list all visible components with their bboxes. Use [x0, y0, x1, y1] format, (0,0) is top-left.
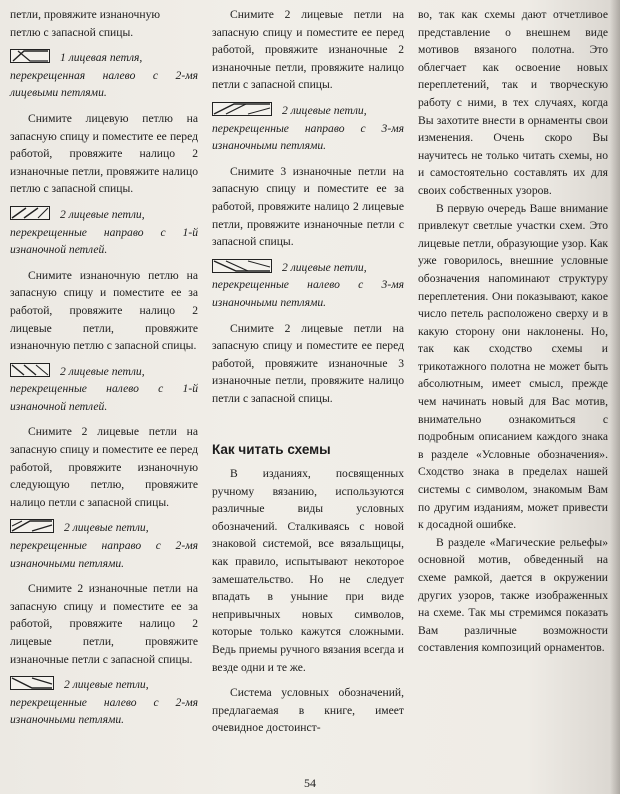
- cable-1-over-2-left-icon: [10, 49, 50, 63]
- symbol-entry-desc: перекрещенные налево с 1-й изнаночной петлей.: [10, 382, 198, 413]
- paragraph: В разделе «Магические рельефы» основной мотив, обведенный на схеме рамкой, дается в окружении других узоров, также изображенных на схеме. Так мы стремимся показать Вам различные возможности составления композиций орнаментов.: [418, 535, 608, 655]
- symbol-entry-title: 1 лицевая петля,: [10, 49, 198, 67]
- symbol-entry-body: Снимите 2 лицевые петли на запасную спицу и поместите ее перед работой, провяжите изнаночную следующую петлю, провяжите налицо петли с запасной спицы.: [10, 425, 198, 509]
- symbol-entry-desc: перекрещенные направо с 3-мя изнаночными петлями.: [212, 121, 404, 153]
- symbol-entry-body: Снимите 2 лицевые петли на запасную спицу и поместите ее перед работой, провяжите изнаночные 3 изнаночные петли, провяжите налицо петли с запасной спицы.: [212, 321, 404, 405]
- page-number: 54: [304, 776, 316, 790]
- cable-2-over-2-left-icon: [10, 676, 54, 690]
- symbol-entry-desc: перекрещенная налево с 2-мя лицевыми петлями.: [10, 68, 198, 100]
- cable-2-over-1-left-icon: [10, 363, 50, 377]
- symbol-entry-body: Снимите 2 изнаночные петли на запасную спицу и поместите ее за работой, провяжите налицо 2 лицевые петли, провяжите изнаночные петли с запасной спицы.: [10, 582, 198, 666]
- symbol-entry-title: 2 лицевые петли,: [10, 519, 198, 537]
- symbol-entry-desc: перекрещенные налево с 2-мя изнаночными петлями.: [10, 695, 198, 727]
- cable-2-over-2-right-icon: [10, 519, 54, 533]
- paragraph: Система условных обозначений, предлагаемая в книге, имеет очевидное достоинст-: [212, 686, 404, 735]
- symbol-entry-desc: перекрещенные направо с 1-й изнаночной петлей.: [10, 225, 198, 257]
- symbol-entry-title: 2 лицевые петли,: [212, 102, 404, 120]
- symbol-entry-desc: перекрещенные налево с 3-мя изнаночными петлями.: [212, 278, 404, 309]
- text-line: петли, провяжите изнаночную: [10, 8, 161, 21]
- symbol-entry-title: 2 лицевые петли,: [10, 363, 198, 381]
- column-right: [418, 6, 608, 657]
- column-middle: [212, 6, 404, 737]
- cable-2-over-3-right-icon: [212, 102, 272, 116]
- page-binding-shadow: [610, 0, 620, 794]
- symbol-entry-body: Снимите изнаночную петлю на запасную спицу и поместите ее за работой, провяжите налицо 2 лицевые петли, провяжите изнаночную петлю с запасной спицы.: [10, 268, 198, 353]
- symbol-entry-body: Снимите 2 лицевые петли на запасную спицу и поместите ее перед работой, провяжите изнаночные 2 изнаночные петли, провяжите налицо петли с запасной спицы.: [212, 8, 404, 92]
- cable-2-over-3-left-icon: [212, 259, 272, 273]
- symbol-entry-body: Снимите лицевую петлю на запасную спицу и поместите ее перед работой, провяжите налицо 2 изнаночные петли, провяжите налицо петлю с запасной спицы.: [10, 111, 198, 196]
- column-left: [10, 6, 198, 729]
- symbol-entry-body: Снимите 3 изнаночные петли на запасную спицу и поместите ее за работой, провяжите налицо 2 лицевые петли, провяжите изнаночные петли с запасной спицы.: [212, 164, 404, 249]
- symbol-entry-title: 2 лицевые петли,: [10, 676, 198, 694]
- section-heading: Как читать схемы: [212, 442, 331, 458]
- paragraph: во, так как схемы дают отчетливое представление о внешнем виде мотивов вязаного полотна. Это облегчает как освоение новых переплетений, так и творческую работу с ними, в тех случаях, когда Вы захотите внести в орнаменты свои изменения. Очень скоро Вы научитесь не только читать схемы, но и самостоятельно составлять их для своих собственных узоров.: [418, 8, 608, 197]
- symbol-entry-title: 2 лицевые петли,: [10, 206, 198, 224]
- paragraph: В первую очередь Ваше внимание привлекут светлые участки схем. Это лицевые петли, образующие узор. Как уже говорилось, внешние условные обозначения напоминают структуру переплетения. Они показывают, какое число петель расположено сверху и в какую сторону они наклонены. Но, так как сходство схемы и трикотажного полотна не может быть абсолютным, имеет смысл, прежде чем начинать новый для Вас мотив, внимательно ознакомиться с подробным описанием каждого знака в разделе «Условные обозначения». Сходство знака в пределах нашей системы с символом, знакомым Вам по другим изданиям, может привести к досадной ошибке.: [418, 201, 608, 532]
- symbol-entry-desc: перекрещенные направо с 2-мя изнаночными петлями.: [10, 539, 198, 570]
- paragraph: В изданиях, посвященных ручному вязанию, используются различные виды условных обозначений. Сталкиваясь с новой знаковой системой, все вязальщицы, как правило, испытывают некоторое замешательство. Но не следует впадать в уныние при виде непривычных новых символов, которые только кажутся сложными. Ведь приемы ручного вязания всегда и везде одни и те же.: [212, 467, 404, 674]
- text-line: петлю с запасной спицы.: [10, 25, 134, 39]
- cable-2-over-1-right-icon: [10, 206, 50, 220]
- symbol-entry-title: 2 лицевые петли,: [212, 259, 404, 277]
